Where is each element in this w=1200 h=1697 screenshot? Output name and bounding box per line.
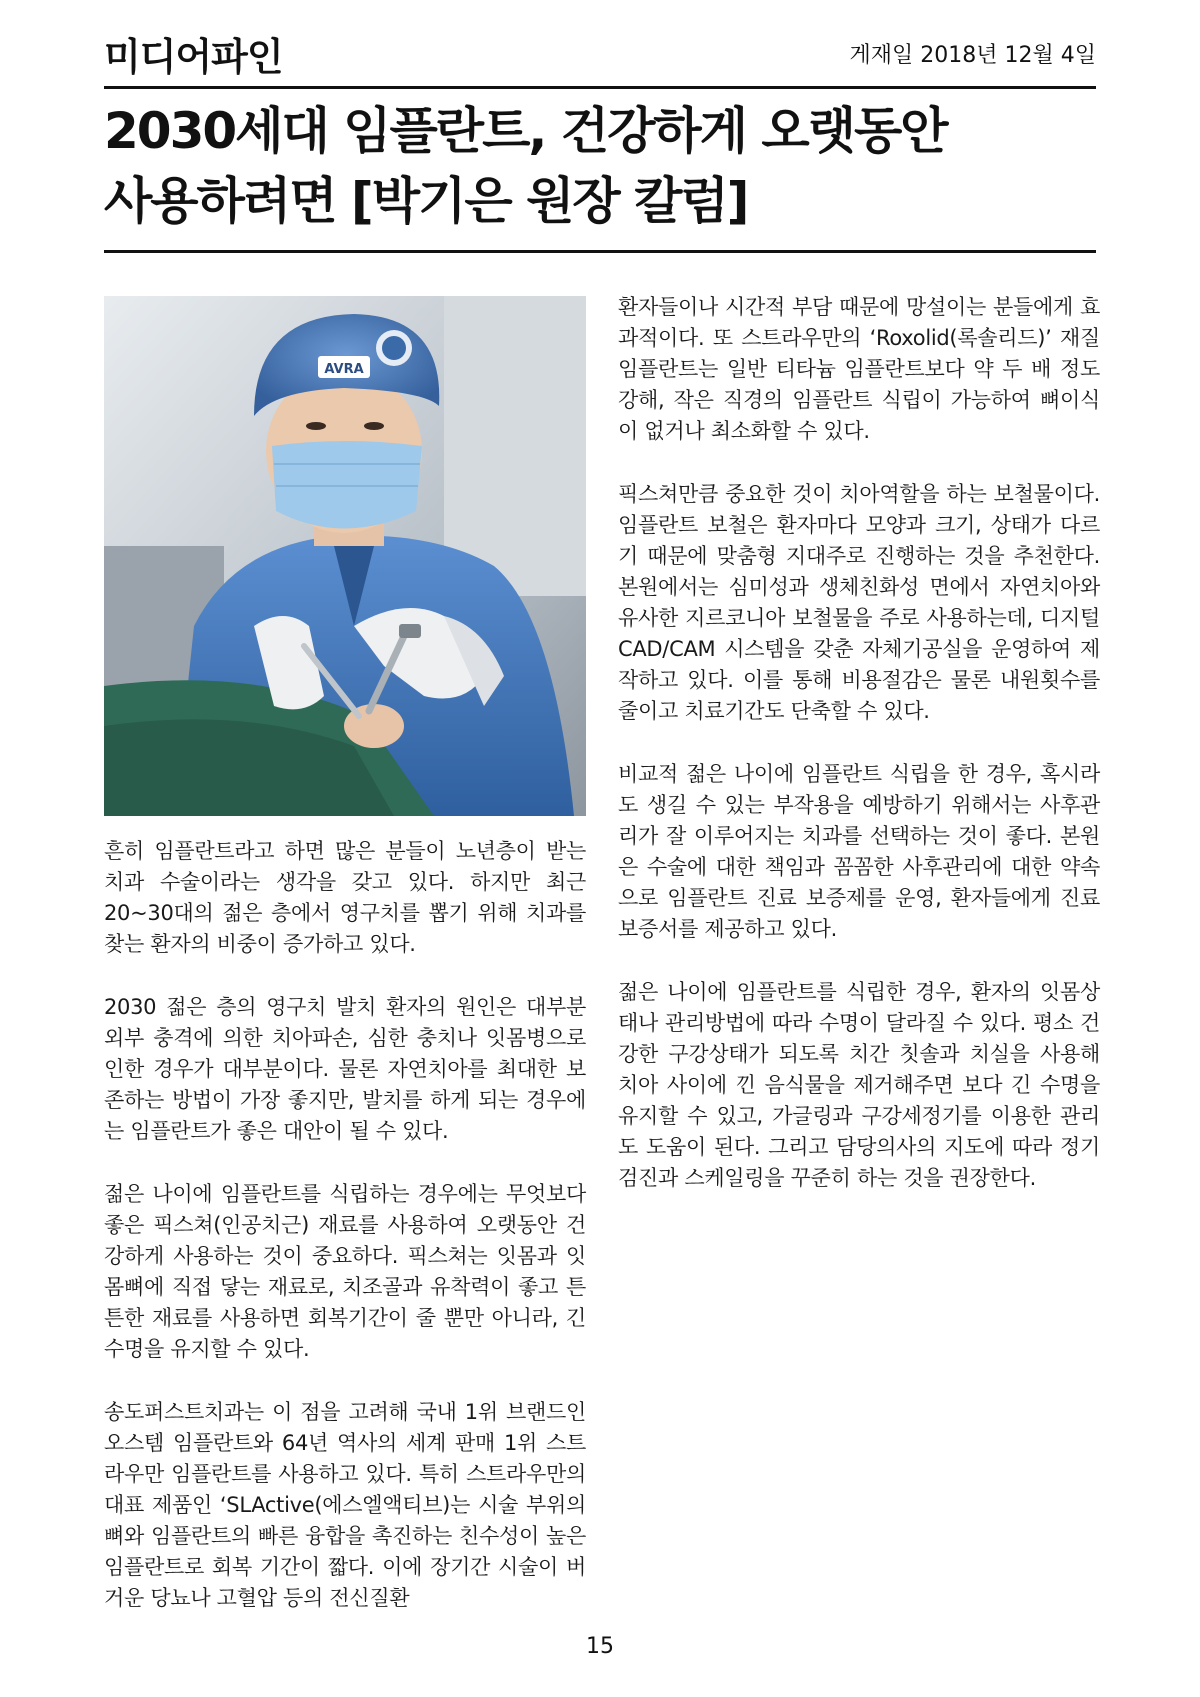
- article-headline: [104, 96, 1104, 236]
- publication-date: 게재일 2018년 12월 4일: [849, 43, 1096, 68]
- paragraph: 픽스쳐만큼 중요한 것이 치아역할을 하는 보철물이다. 임플란트 보철은 환자마다 모양과 크기, 상태가 다르기 때문에 맞춤형 지대주로 진행하는 것을 추천한다. 본원에서는 심미성과 생체친화성 면에서 자연치아와 유사한 지르코니아 보철물을 주로 사용하는데, 디지털 CAD/CAM 시스템을 갖춘 자체기공실을 운영하여 제작하고 있다. 이를 통해 비용절감은 물론 내원횟수를 줄이고 치료기간도 단축할 수 있다.: [618, 482, 1100, 723]
- cap-logo-text: AVRA: [324, 362, 364, 377]
- header-rule-top: [104, 86, 1096, 89]
- publication-name: 미디어파인: [104, 35, 283, 79]
- paragraph: 2030 젊은 층의 영구치 발치 환자의 원인은 대부분 외부 충격에 의한 치아파손, 심한 충치나 잇몸병으로 인한 경우가 대부분이다. 물론 자연치아를 최대한 보존하는 방법이 가장 좋지만, 발치를 하게 되는 경우에는 임플란트가 좋은 대안이 될 수 있다.: [104, 995, 586, 1143]
- paragraph: 흔히 임플란트라고 하면 많은 분들이 노년층이 받는 치과 수술이라는 생각을 갖고 있다. 하지만 최근 20~30대의 젊은 층에서 영구치를 뽑기 위해 치과를 찾는 환자의 비중이 증가하고 있다.: [104, 839, 586, 956]
- article-column-right: [618, 292, 1100, 1226]
- photo-illustration: [104, 296, 586, 816]
- paragraph: 젊은 나이에 임플란트를 식립한 경우, 환자의 잇몸상태나 관리방법에 따라 수명이 달라질 수 있다. 평소 건강한 구강상태가 되도록 치간 칫솔과 치실을 사용해 치아 사이에 낀 음식물을 제거해주면 보다 긴 수명을 유지할 수 있고, 가글링과 구강세정기를 이용한 관리도 도움이 된다. 그리고 담당의사의 지도에 따라 정기검진과 스케일링을 꾸준히 하는 것을 권장한다.: [618, 980, 1100, 1190]
- headline-line-1: 2030세대 임플란트, 건강하게 오랫동안: [104, 102, 947, 160]
- page-number: 15: [586, 1634, 614, 1659]
- article-column-left: [104, 836, 586, 1646]
- paragraph: 환자들이나 시간적 부담 때문에 망설이는 분들에게 효과적이다. 또 스트라우만의 ‘Roxolid(록솔리드)’ 재질 임플란트는 일반 티타늄 임플란트보다 약 두 배 정도 강해, 작은 직경의 임플란트 식립이 가능하여 뼈이식이 없거나 최소화할 수 있다.: [618, 295, 1100, 443]
- paragraph: 송도퍼스트치과는 이 점을 고려해 국내 1위 브랜드인 오스템 임플란트와 64년 역사의 세계 판매 1위 스트라우만 임플란트를 사용하고 있다. 특히 스트라우만의 대표 제품인 ‘SLActive(에스엘액티브)는 시술 부위의 뼈와 임플란트의 빠른 융합을 촉진하는 친수성이 높은 임플란트로 회복 기간이 짧다. 이에 장기간 시술이 버거운 당뇨나 고혈압 등의 전신질환: [104, 1400, 586, 1610]
- header-rule-bottom: [104, 250, 1096, 253]
- paragraph: 젊은 나이에 임플란트를 식립하는 경우에는 무엇보다 좋은 픽스쳐(인공치근) 재료를 사용하여 오랫동안 건강하게 사용하는 것이 중요하다. 픽스쳐는 잇몸과 잇몸뼈에 직접 닿는 재료로, 치조골과 유착력이 좋고 튼튼한 재료를 사용하면 회복기간이 줄 뿐만 아니라, 긴 수명을 유지할 수 있다.: [104, 1182, 586, 1361]
- article-photo-dentist-surgery: [104, 296, 586, 816]
- headline-line-2: 사용하려면 [박기은 원장 칼럼]: [104, 172, 748, 230]
- paragraph: 비교적 젊은 나이에 임플란트 식립을 한 경우, 혹시라도 생길 수 있는 부작용을 예방하기 위해서는 사후관리가 잘 이루어지는 치과를 선택하는 것이 좋다. 본원은 수술에 대한 책임과 꼼꼼한 사후관리에 대한 약속으로 임플란트 진료 보증제를 운영, 환자들에게 진료보증서를 제공하고 있다.: [618, 762, 1100, 941]
